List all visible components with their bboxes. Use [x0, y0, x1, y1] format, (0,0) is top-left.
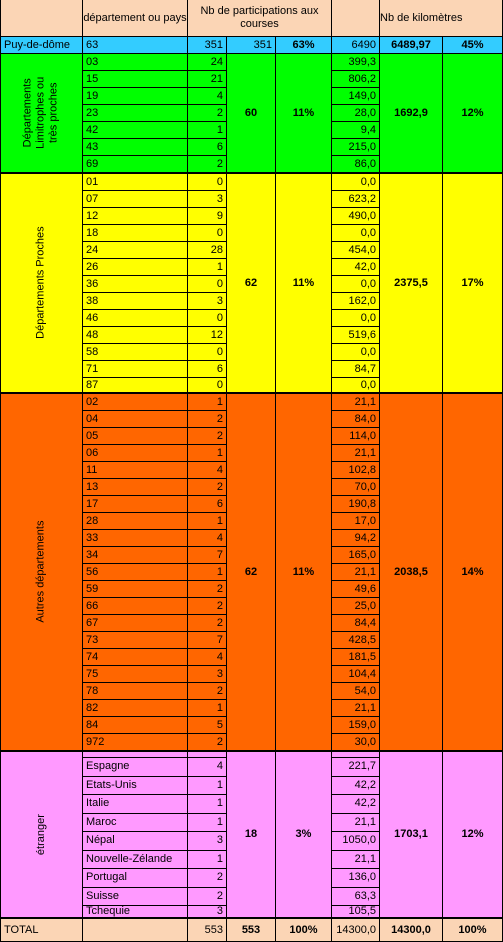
row-code: 36: [83, 276, 188, 293]
row-km: 70,0: [332, 479, 380, 496]
total-pct-km: 100%: [443, 919, 503, 942]
row-participations: 7: [188, 547, 227, 564]
row-km: 1050,0: [332, 832, 380, 851]
row-km: 105,5: [332, 906, 380, 919]
row-participations: 1: [188, 814, 227, 833]
row-code: 48: [83, 327, 188, 344]
row-code: 15: [83, 71, 188, 88]
row-code: Maroc: [83, 814, 188, 833]
group-pct-km: 12%: [443, 54, 503, 174]
row-participations: 2: [188, 869, 227, 888]
row-code: 46: [83, 310, 188, 327]
row-code: 13: [83, 479, 188, 496]
header-departement: département ou pays: [83, 0, 188, 37]
header-participations: Nb de participations aux courses: [188, 0, 332, 37]
row-participations: 3: [188, 293, 227, 310]
row-participations: 4: [188, 758, 227, 777]
row-code: 87: [83, 378, 188, 394]
total-code: [83, 919, 188, 942]
total-pct-participations: 100%: [276, 919, 332, 942]
row-code: 33: [83, 530, 188, 547]
row-code: 07: [83, 191, 188, 208]
row-code: 11: [83, 462, 188, 479]
row-participations: 2: [188, 888, 227, 907]
row-participations: 2: [188, 683, 227, 700]
group-pct-participations: 11%: [276, 54, 332, 174]
group-pct-km: 14%: [443, 394, 503, 752]
row-km: 21,1: [332, 445, 380, 462]
row-participations: 5: [188, 717, 227, 734]
row-code: Suisse: [83, 888, 188, 907]
row-code: 67: [83, 615, 188, 632]
row-km: 21,1: [332, 814, 380, 833]
group-pct-participations: 11%: [276, 174, 332, 394]
row-km: 806,2: [332, 71, 380, 88]
puy-label: Puy-de-dôme: [0, 37, 83, 54]
row-participations: 2: [188, 411, 227, 428]
row-km: 42,2: [332, 777, 380, 796]
row-participations: 9: [188, 208, 227, 225]
group-total-km: 1692,9: [380, 54, 443, 174]
row-km: 490,0: [332, 208, 380, 225]
row-participations: 0: [188, 344, 227, 361]
header-corner: [0, 0, 83, 37]
row-participations: 0: [188, 310, 227, 327]
row-participations: 6: [188, 496, 227, 513]
row-participations: 1: [188, 513, 227, 530]
row-participations: 4: [188, 462, 227, 479]
puy-pct-km: 45%: [443, 37, 503, 54]
row-participations: 2: [188, 581, 227, 598]
row-participations: 1: [188, 700, 227, 717]
row-code: Népal: [83, 832, 188, 851]
row-participations: 1: [188, 777, 227, 796]
row-participations: 21: [188, 71, 227, 88]
row-km: 165,0: [332, 547, 380, 564]
row-code: 24: [83, 242, 188, 259]
row-km: 428,5: [332, 632, 380, 649]
group-label-proches: [0, 174, 83, 394]
row-km: 0,0: [332, 378, 380, 394]
row-km: 159,0: [332, 717, 380, 734]
group-pct-km: 17%: [443, 174, 503, 394]
group-total-participations: 62: [227, 394, 276, 752]
row-participations: 2: [188, 156, 227, 174]
row-participations: 1: [188, 445, 227, 462]
row-participations: 3: [188, 906, 227, 919]
row-code: 74: [83, 649, 188, 666]
row-participations: 4: [188, 530, 227, 547]
row-code: 78: [83, 683, 188, 700]
row-km: 399,3: [332, 54, 380, 71]
row-code: 84: [83, 717, 188, 734]
row-km: 0,0: [332, 174, 380, 191]
row-participations: 3: [188, 832, 227, 851]
row-km: 17,0: [332, 513, 380, 530]
puy-code: 63: [83, 37, 188, 54]
row-code: 59: [83, 581, 188, 598]
row-code: 972: [83, 734, 188, 752]
puy-pct-participations: 63%: [276, 37, 332, 54]
puy-km-total: 6489,97: [380, 37, 443, 54]
total-label: TOTAL: [0, 919, 83, 942]
row-code: 12: [83, 208, 188, 225]
row-km: 215,0: [332, 139, 380, 156]
row-km: 86,0: [332, 156, 380, 174]
row-participations: 6: [188, 139, 227, 156]
row-code: 17: [83, 496, 188, 513]
row-km: 25,0: [332, 598, 380, 615]
row-participations: 3: [188, 191, 227, 208]
row-km: 114,0: [332, 428, 380, 445]
row-code: Etats-Unis: [83, 777, 188, 796]
row-code: 23: [83, 105, 188, 122]
row-code: 02: [83, 394, 188, 411]
row-participations: 1: [188, 851, 227, 870]
group-label-limitrophes: [0, 54, 83, 174]
row-code: 58: [83, 344, 188, 361]
row-participations: 1: [188, 122, 227, 139]
row-participations: 1: [188, 259, 227, 276]
row-code: 56: [83, 564, 188, 581]
row-km: 84,7: [332, 361, 380, 378]
row-participations: 24: [188, 54, 227, 71]
group-label-text: Autres départements: [34, 520, 47, 624]
group-total-participations: 62: [227, 174, 276, 394]
row-km: 181,5: [332, 649, 380, 666]
row-km: 0,0: [332, 276, 380, 293]
group-label-text: Départements Limitrophes ou très proches: [21, 76, 61, 150]
row-km: 149,0: [332, 88, 380, 105]
row-code: 71: [83, 361, 188, 378]
row-participations: 1: [188, 795, 227, 814]
row-km: 519,6: [332, 327, 380, 344]
group-total-participations: 18: [227, 752, 276, 919]
row-participations: 2: [188, 598, 227, 615]
row-participations: 1: [188, 394, 227, 411]
row-participations: 2: [188, 428, 227, 445]
row-km: 0,0: [332, 225, 380, 242]
row-participations: 2: [188, 479, 227, 496]
puy-participations: 351: [188, 37, 227, 54]
row-km: 454,0: [332, 242, 380, 259]
group-total-km: 1703,1: [380, 752, 443, 919]
row-participations: 0: [188, 276, 227, 293]
row-code: 66: [83, 598, 188, 615]
row-km: 623,2: [332, 191, 380, 208]
total-participations: 553: [188, 919, 227, 942]
group-total-km: 2375,5: [380, 174, 443, 394]
row-participations: 0: [188, 225, 227, 242]
group-label-etranger: [0, 752, 83, 919]
row-code: 73: [83, 632, 188, 649]
row-code: 34: [83, 547, 188, 564]
row-code: 04: [83, 411, 188, 428]
row-participations: 7: [188, 632, 227, 649]
group-label-text: Départements Proches: [34, 226, 47, 340]
group-spacer: [332, 752, 380, 758]
group-total-participations: 60: [227, 54, 276, 174]
row-code: 43: [83, 139, 188, 156]
group-pct-participations: 11%: [276, 394, 332, 752]
row-km: 104,4: [332, 666, 380, 683]
row-participations: 6: [188, 361, 227, 378]
row-km: 49,6: [332, 581, 380, 598]
puy-km: 6490: [332, 37, 380, 54]
row-participations: 2: [188, 105, 227, 122]
total-participations-bold: 553: [227, 919, 276, 942]
row-km: 21,1: [332, 700, 380, 717]
row-code: Nouvelle-Zélande: [83, 851, 188, 870]
row-code: Tchequie: [83, 906, 188, 919]
row-code: 42: [83, 122, 188, 139]
row-km: 221,7: [332, 758, 380, 777]
row-km: 102,8: [332, 462, 380, 479]
row-participations: 3: [188, 666, 227, 683]
header-km-blank: [332, 0, 380, 37]
row-participations: 0: [188, 174, 227, 191]
row-km: 30,0: [332, 734, 380, 752]
row-code: 19: [83, 88, 188, 105]
row-code: 82: [83, 700, 188, 717]
row-participations: 12: [188, 327, 227, 344]
row-participations: 28: [188, 242, 227, 259]
row-code: 69: [83, 156, 188, 174]
row-km: 190,8: [332, 496, 380, 513]
row-km: 162,0: [332, 293, 380, 310]
row-participations: 0: [188, 378, 227, 394]
group-spacer: [83, 752, 188, 758]
row-km: 94,2: [332, 530, 380, 547]
total-km-bold: 14300,0: [380, 919, 443, 942]
row-km: 42,0: [332, 259, 380, 276]
row-participations: 2: [188, 734, 227, 752]
group-total-km: 2038,5: [380, 394, 443, 752]
row-km: 9,4: [332, 122, 380, 139]
puy-participations-total: 351: [227, 37, 276, 54]
row-code: 38: [83, 293, 188, 310]
row-code: Espagne: [83, 758, 188, 777]
row-participations: 2: [188, 615, 227, 632]
row-participations: 4: [188, 88, 227, 105]
row-km: 28,0: [332, 105, 380, 122]
group-spacer: [188, 752, 227, 758]
row-code: Portugal: [83, 869, 188, 888]
row-km: 42,2: [332, 795, 380, 814]
row-code: 06: [83, 445, 188, 462]
row-code: 26: [83, 259, 188, 276]
row-km: 0,0: [332, 344, 380, 361]
row-code: 03: [83, 54, 188, 71]
row-km: 21,1: [332, 394, 380, 411]
row-participations: 1: [188, 564, 227, 581]
row-km: 21,1: [332, 851, 380, 870]
row-km: 136,0: [332, 869, 380, 888]
row-participations: 4: [188, 649, 227, 666]
row-code: 01: [83, 174, 188, 191]
row-code: 05: [83, 428, 188, 445]
row-code: 28: [83, 513, 188, 530]
row-km: 0,0: [332, 310, 380, 327]
header-kilometres: Nb de kilomètres: [380, 0, 503, 37]
total-km: 14300,0: [332, 919, 380, 942]
row-code: 75: [83, 666, 188, 683]
row-code: 18: [83, 225, 188, 242]
group-pct-participations: 3%: [276, 752, 332, 919]
row-code: Italie: [83, 795, 188, 814]
group-label-autres: [0, 394, 83, 752]
row-km: 84,4: [332, 615, 380, 632]
group-pct-km: 12%: [443, 752, 503, 919]
row-km: 21,1: [332, 564, 380, 581]
group-label-text: étranger: [34, 814, 47, 855]
row-km: 54,0: [332, 683, 380, 700]
row-km: 63,3: [332, 888, 380, 907]
row-km: 84,0: [332, 411, 380, 428]
